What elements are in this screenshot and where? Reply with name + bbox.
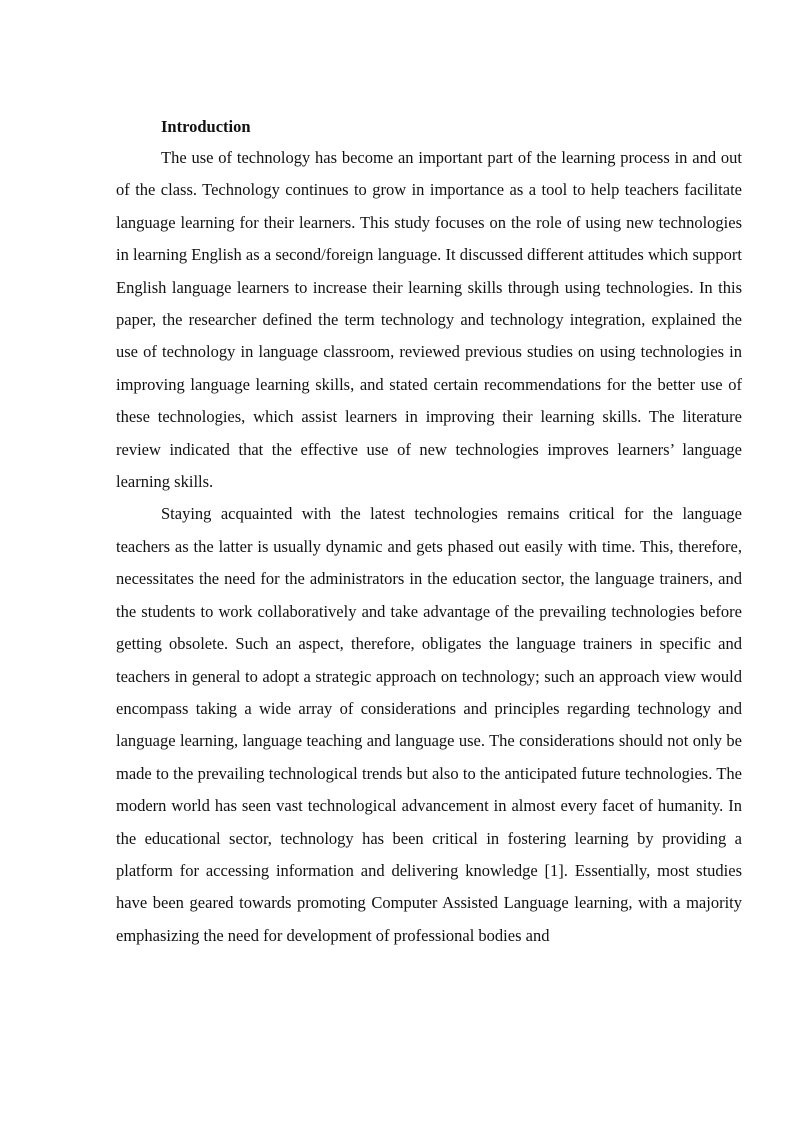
paragraph-1: The use of technology has become an important part of the learning process in and out of the class. Technology continues to grow in importance as a tool to help teachers facilitate language learning for their learners. This study focuses on the role of using new technologies in learning English as a second/foreign language. It discussed different attitudes which support English language learners to increase their learning skills through using technologies. In this paper, the researcher defined the term technology and technology integration, explained the use of technology in language classroom, reviewed previous studies on using technologies in improving language learning skills, and stated certain recommendations for the better use of these technologies, which assist learners in improving their learning skills. The literature review indicated that the effective use of new technologies improves learners’ language learning skills. xyxy=(116,148,742,492)
paragraph-2: Staying acquainted with the latest technologies remains critical for the language teachers as the latter is usually dynamic and gets phased out easily with time. This, therefore, necessitates the need for the administrators in the education sector, the language trainers, and the students to work collaboratively and take advantage of the prevailing technologies before getting obsolete. Such an aspect, therefore, obligates the language trainers in specific and teachers in general to adopt a strategic approach on technology; such an approach view would encompass taking a wide array of considerations and principles regarding technology and language learning, language teaching and language use. The considerations should not only be made to the prevailing technological trends but also to the anticipated future technologies. The modern world has seen vast technological advancement in almost every facet of humanity. In the educational sector, technology has been critical in fostering learning by providing a platform for accessing information and delivering knowledge [1]. Essentially, most studies have been geared towards promoting Computer Assisted Language learning, with a majority emphasizing the need for development of professional bodies and xyxy=(116,504,742,945)
section-heading: Introduction xyxy=(161,117,251,136)
document-page xyxy=(116,113,742,952)
